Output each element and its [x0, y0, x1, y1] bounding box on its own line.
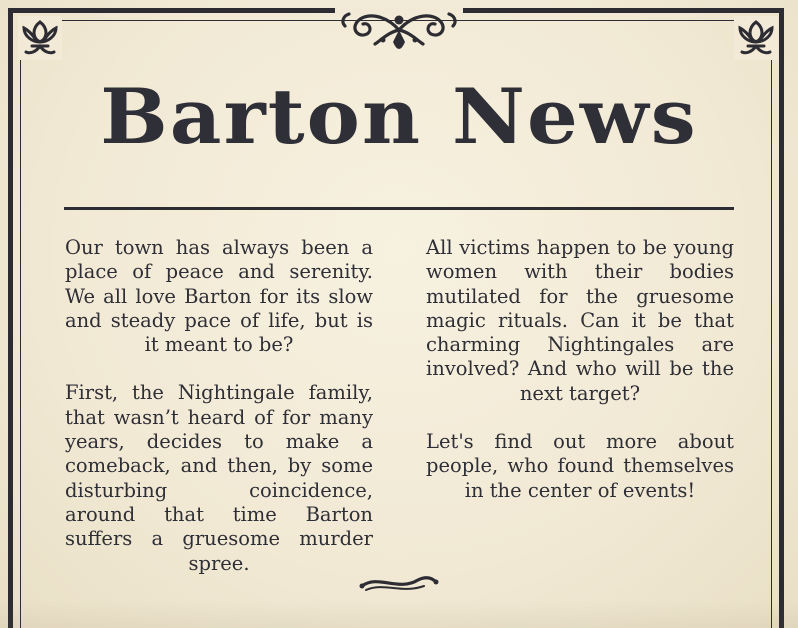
article-column-right	[426, 236, 734, 527]
title-divider	[64, 207, 734, 210]
article-paragraph: All victims happen to be young women with their bodies mutilated for the gruesome magic rituals. Can it be that charming Nightingales are involved? And who will be the next target?	[426, 236, 734, 405]
article-paragraph: First, the Nightingale family, that wasn’t heard of for many years, decides to make a comeback, and then, by some disturbing coincidence, around that time Barton suffers a gruesome murder spree.	[65, 381, 373, 575]
newspaper-title: Barton News	[100, 72, 698, 161]
paper-wear	[0, 600, 798, 628]
article-paragraph: Our town has always been a place of peace and serenity. We all love Barton for its slow and steady pace of life, but is it meant to be?	[65, 236, 373, 357]
article-paragraph: Let's find out more about people, who found themselves in the center of events!	[426, 430, 734, 502]
fleur-de-lis-icon	[734, 16, 778, 60]
fleur-de-lis-icon	[18, 16, 62, 60]
scroll-flourish-icon	[335, 0, 463, 58]
swash-divider-icon	[358, 570, 440, 596]
article-column-left	[65, 236, 373, 600]
